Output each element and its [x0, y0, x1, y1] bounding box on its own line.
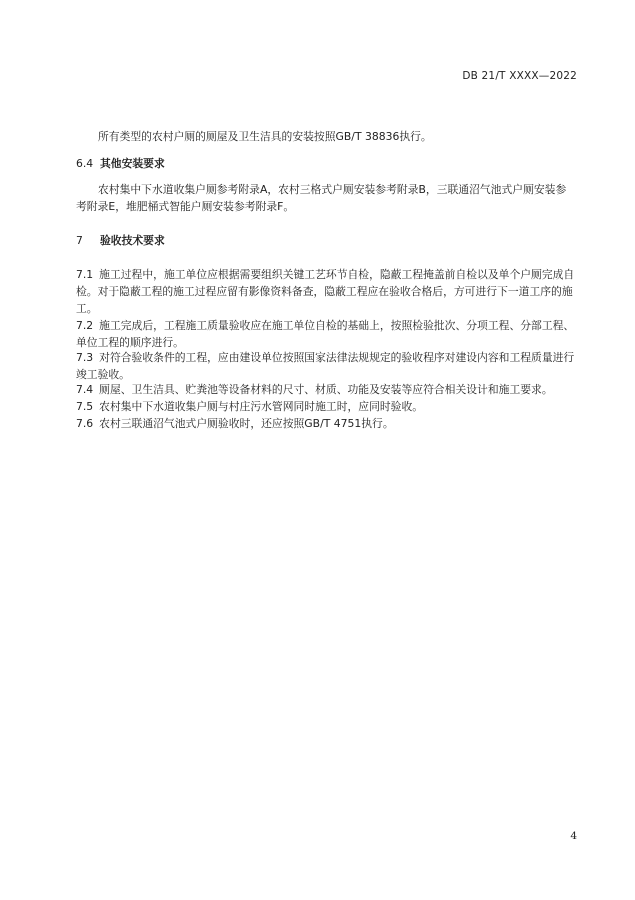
list-item — [76, 349, 581, 383]
item-number: 7.3 — [76, 351, 94, 364]
item-text: 农村集中下水道收集户厕与村庄污水管网同时施工时，应同时验收。 — [99, 400, 424, 413]
item-number: 7.6 — [76, 417, 94, 430]
paragraph-613: 所有类型的农村户厕的厕屋及卫生洁具的安装按照GB/T 38836执行。 — [98, 130, 432, 143]
page-number: 4 — [570, 830, 577, 842]
list-item — [76, 415, 581, 432]
item-number: 7.5 — [76, 400, 94, 413]
list-item — [76, 398, 581, 415]
section-title: 验收技术要求 — [100, 234, 165, 247]
item-number: 7.2 — [76, 319, 94, 332]
item-text: 施工过程中，施工单位应根据需要组织关键工艺环节自检，隐蔽工程掩盖前自检以及单个户厕完成自检。对于隐蔽工程的施工过程应留有影像资料备查，隐蔽工程应在验收合格后，方可进行下一道工序的施工。 — [76, 268, 575, 315]
section-heading-7 — [76, 233, 165, 248]
section-number: 6.4 — [76, 157, 94, 170]
standard-code-header: DB 21/T XXXX—2022 — [462, 70, 577, 82]
list-item — [76, 381, 581, 398]
item-text: 厕屋、卫生洁具、贮粪池等设备材料的尺寸、材质、功能及安装等应符合相关设计和施工要求。 — [99, 383, 553, 396]
item-text: 对符合验收条件的工程，应由建设单位按照国家法律法规规定的验收程序对建设内容和工程质量进行竣工验收。 — [76, 351, 575, 381]
item-text: 农村三联通沼气池式户厕验收时，还应按照GB/T 4751执行。 — [99, 417, 394, 430]
item-text: 施工完成后，工程施工质量验收应在施工单位自检的基础上，按照检验批次、分项工程、分部工程、单位工程的顺序进行。 — [76, 319, 575, 349]
list-item — [76, 317, 581, 351]
list-item — [76, 266, 581, 317]
section-number: 7 — [76, 234, 83, 247]
item-number: 7.1 — [76, 268, 94, 281]
section-heading-6-4 — [76, 156, 165, 171]
item-number: 7.4 — [76, 383, 94, 396]
section-title: 其他安装要求 — [100, 157, 165, 170]
paragraph-6-4: 农村集中下水道收集户厕参考附录A，农村三格式户厕安装参考附录B，三联通沼气池式户厕安装参考附录E，堆肥桶式智能户厕安装参考附录F。 — [76, 183, 567, 213]
